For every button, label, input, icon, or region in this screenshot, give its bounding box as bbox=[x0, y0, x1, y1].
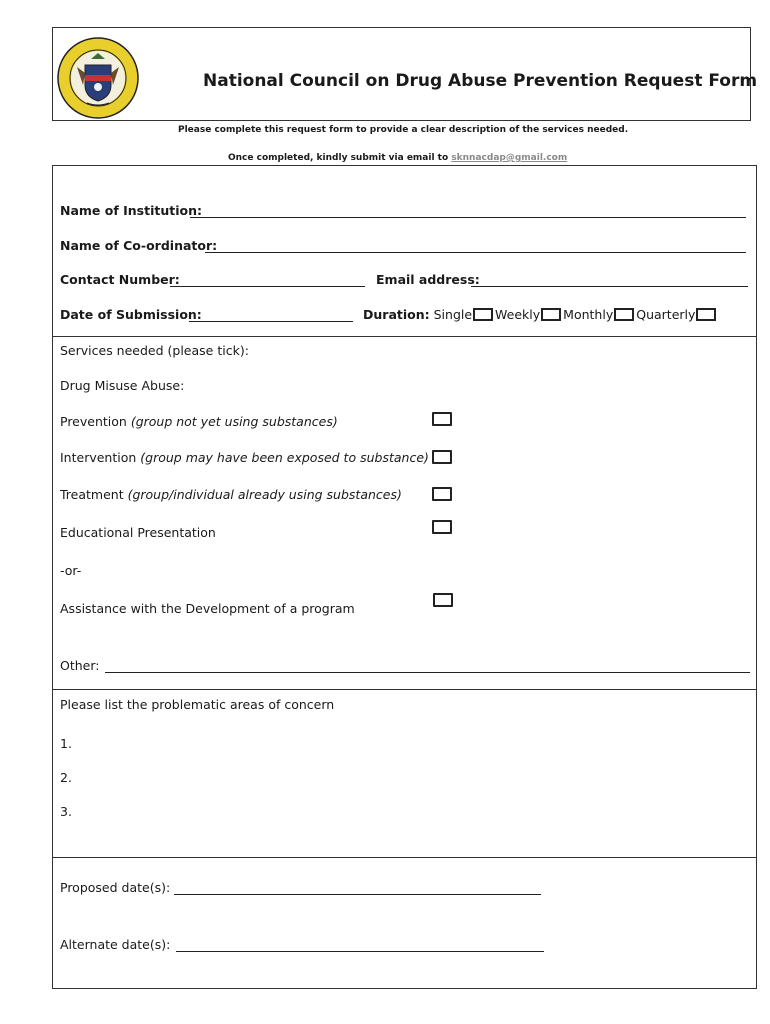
service-intervention bbox=[60, 450, 429, 465]
service-prevention bbox=[60, 414, 338, 429]
contact-number-field[interactable] bbox=[170, 286, 365, 287]
concern-item-3[interactable]: 3. bbox=[60, 804, 72, 819]
alternate-dates-field[interactable] bbox=[176, 951, 544, 952]
service-label: Intervention bbox=[60, 450, 141, 465]
submission-date-label: Date of Submission: bbox=[60, 307, 202, 322]
other-field[interactable] bbox=[105, 672, 750, 673]
alternate-dates-label: Alternate date(s): bbox=[60, 937, 171, 952]
request-form bbox=[52, 165, 757, 989]
duration-quarterly-checkbox[interactable] bbox=[696, 308, 716, 321]
duration-monthly-checkbox[interactable] bbox=[614, 308, 634, 321]
concerns-heading: Please list the problematic areas of concern bbox=[60, 697, 335, 712]
form-header bbox=[52, 27, 758, 121]
section-divider bbox=[53, 689, 756, 690]
instructions-line-2 bbox=[228, 153, 567, 163]
email-address-field[interactable] bbox=[471, 286, 748, 287]
service-note: (group not yet using substances) bbox=[130, 414, 338, 429]
drug-misuse-subheading: Drug Misuse Abuse: bbox=[60, 378, 185, 393]
duration-weekly-checkbox[interactable] bbox=[541, 308, 561, 321]
service-note: (group/individual already using substances) bbox=[127, 487, 402, 502]
section-divider bbox=[53, 336, 756, 337]
program-assistance-checkbox[interactable] bbox=[433, 593, 453, 607]
duration-option-single: Single bbox=[433, 307, 473, 322]
duration-label: Duration: bbox=[363, 307, 430, 322]
institution-label: Name of Institution: bbox=[60, 203, 202, 218]
contact-number-label: Contact Number: bbox=[60, 272, 180, 287]
service-treatment bbox=[60, 487, 402, 502]
service-label: Prevention bbox=[60, 414, 131, 429]
concern-item-1[interactable]: 1. bbox=[60, 736, 72, 751]
educational-presentation-checkbox[interactable] bbox=[432, 520, 452, 534]
treatment-checkbox[interactable] bbox=[432, 487, 452, 501]
section-divider bbox=[53, 857, 756, 858]
or-separator: -or- bbox=[60, 563, 82, 578]
duration-group bbox=[363, 307, 718, 322]
duration-option-monthly: Monthly bbox=[563, 307, 614, 322]
service-note: (group may have been exposed to substance) bbox=[140, 450, 429, 465]
coordinator-field[interactable] bbox=[205, 252, 746, 253]
duration-single-checkbox[interactable] bbox=[473, 308, 493, 321]
submission-date-field[interactable] bbox=[189, 321, 353, 322]
services-heading: Services needed (please tick): bbox=[60, 343, 249, 358]
coordinator-label: Name of Co-ordinator: bbox=[60, 238, 218, 253]
service-program-assistance: Assistance with the Development of a program bbox=[60, 601, 355, 616]
proposed-dates-field[interactable] bbox=[174, 894, 541, 895]
instructions-prefix: Once completed, kindly submit via email to bbox=[228, 153, 452, 163]
intervention-checkbox[interactable] bbox=[432, 450, 452, 464]
proposed-dates-label: Proposed date(s): bbox=[60, 880, 171, 895]
service-educational-presentation: Educational Presentation bbox=[60, 525, 216, 540]
prevention-checkbox[interactable] bbox=[432, 412, 452, 426]
service-label: Treatment bbox=[60, 487, 128, 502]
duration-option-weekly: Weekly bbox=[495, 307, 541, 322]
submission-email-link[interactable]: sknnacdap@gmail.com bbox=[451, 153, 568, 163]
institution-field[interactable] bbox=[190, 217, 746, 218]
form-title: National Council on Drug Abuse Prevention Request Form bbox=[203, 71, 758, 91]
instructions-line-1: Please complete this request form to provide a clear description of the services needed. bbox=[178, 125, 629, 135]
email-address-label: Email address: bbox=[376, 272, 480, 287]
council-seal-logo bbox=[57, 37, 139, 119]
other-label: Other: bbox=[60, 658, 100, 673]
concern-item-2[interactable]: 2. bbox=[60, 770, 72, 785]
duration-option-quarterly: Quarterly bbox=[636, 307, 696, 322]
